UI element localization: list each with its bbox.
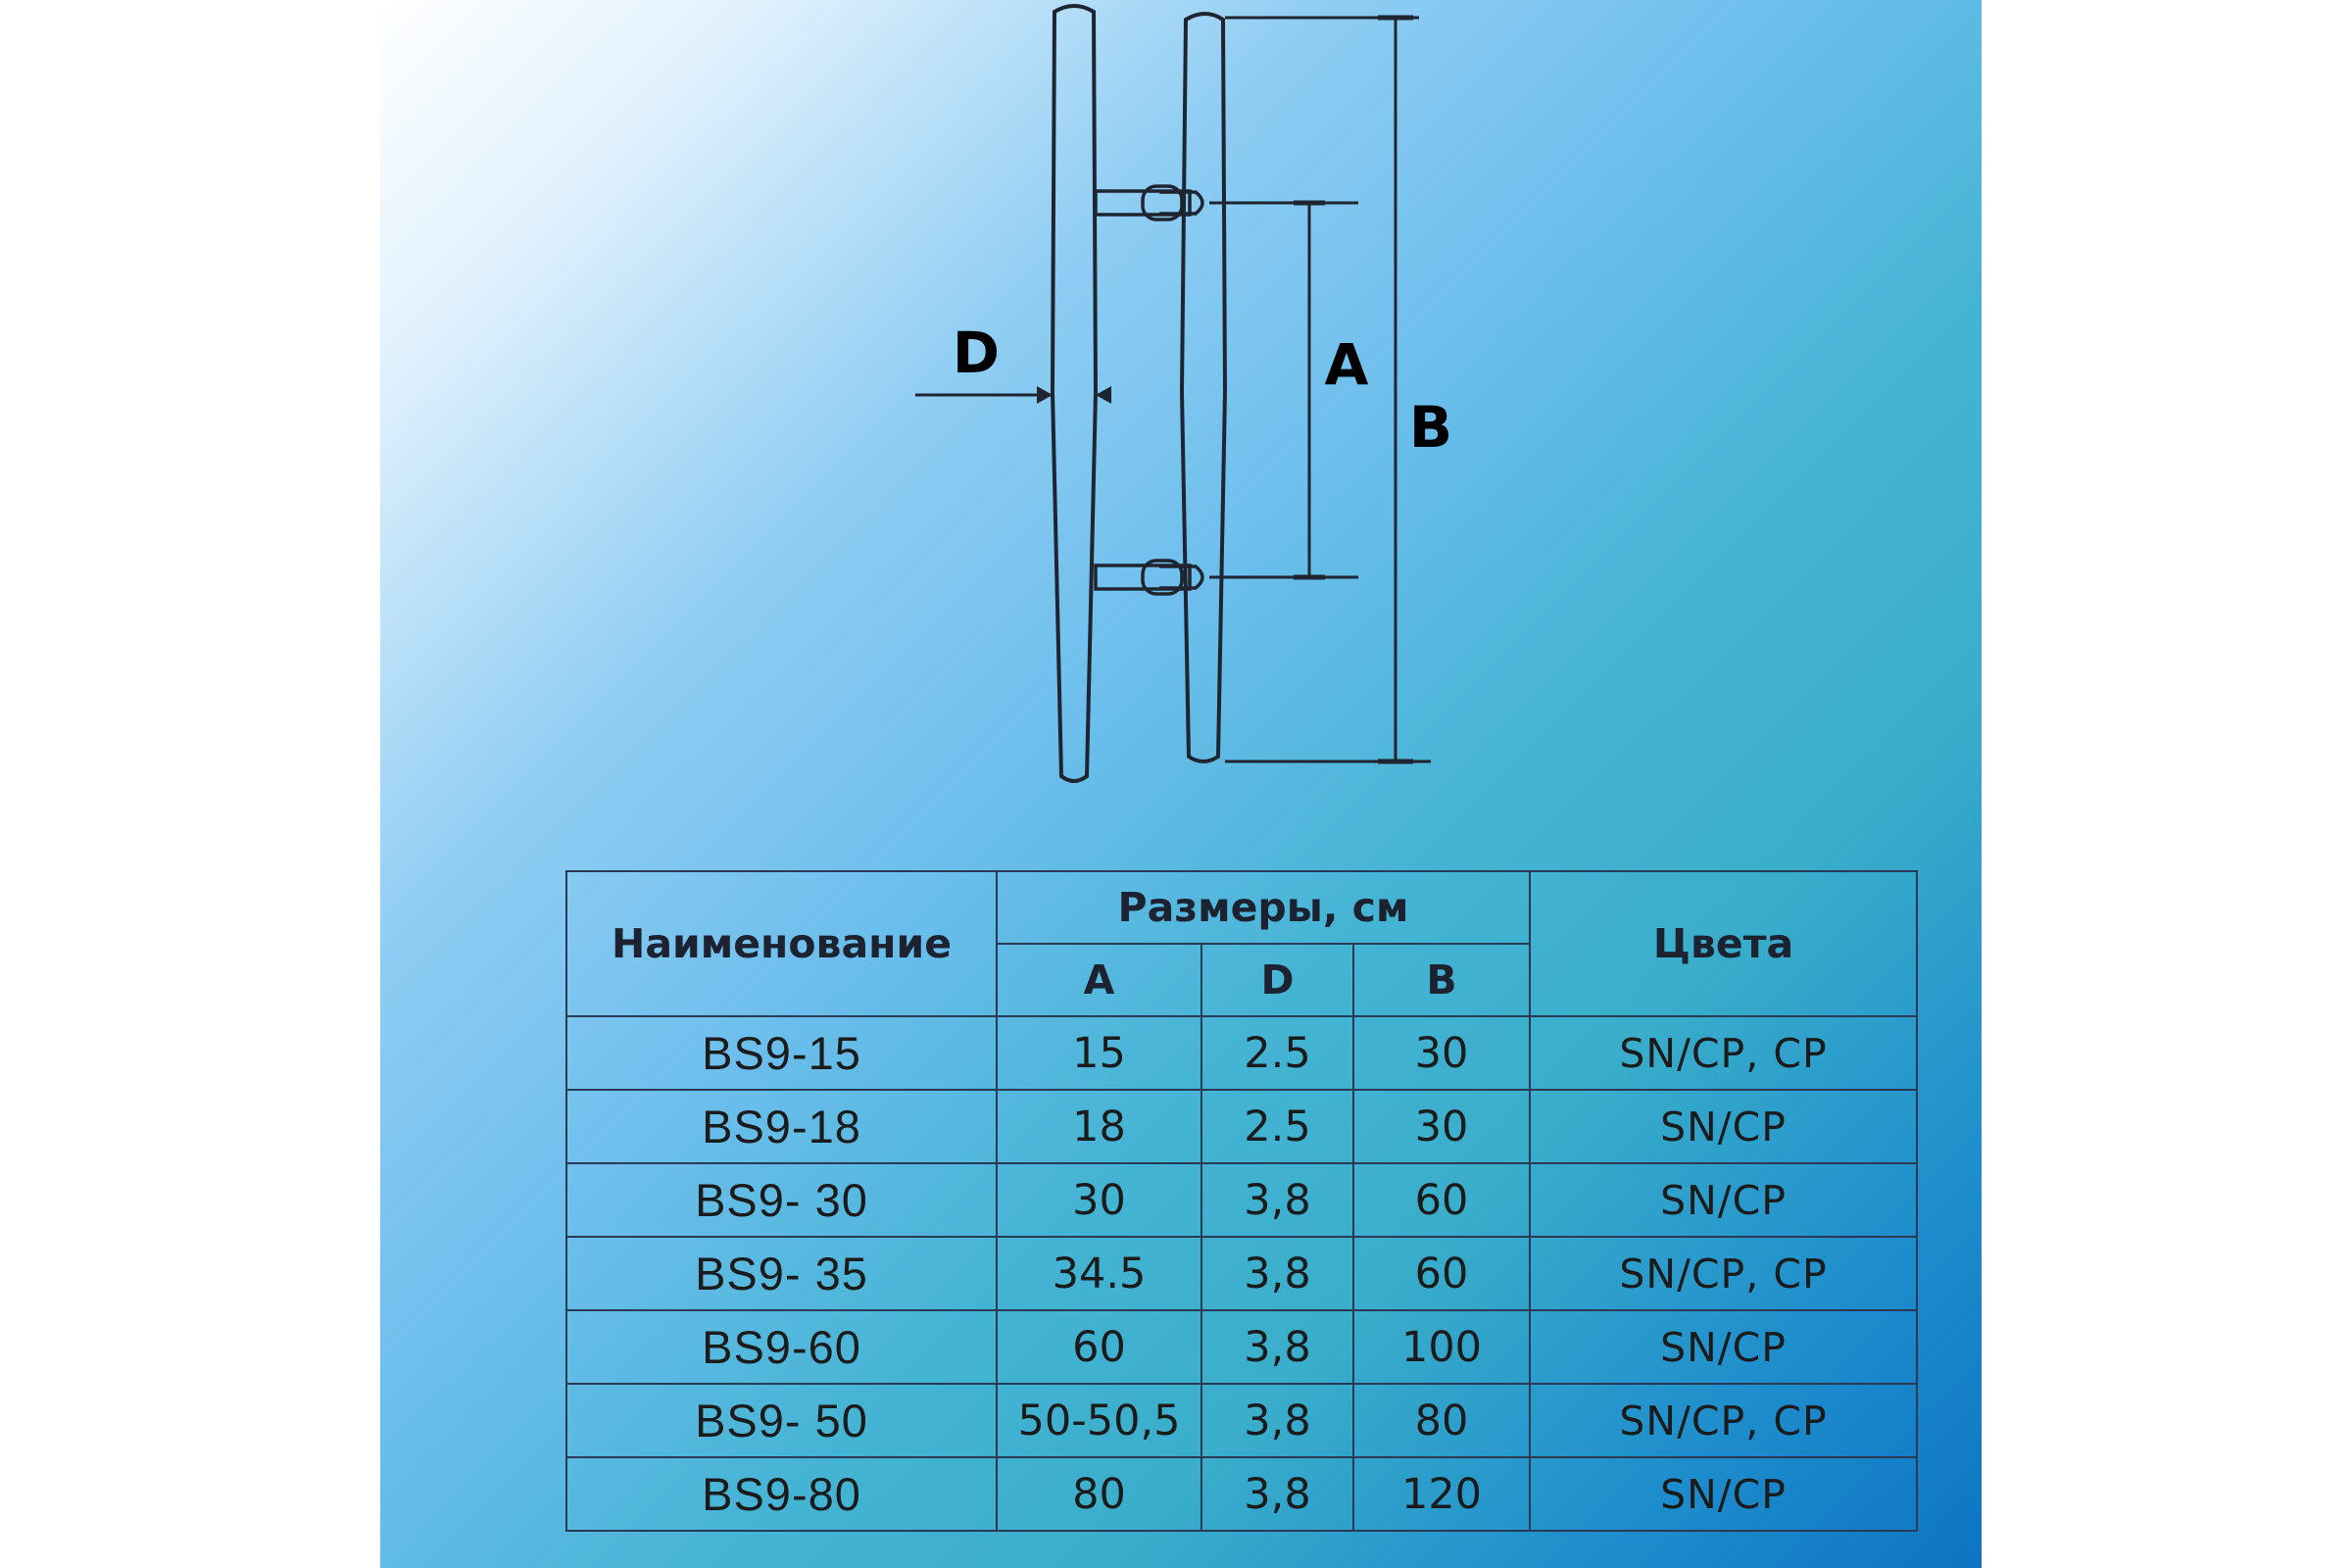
cell-d: 3,8 [1201,1237,1353,1310]
cell-name: BS9-60 [566,1310,997,1384]
cell-name: BS9- 50 [566,1384,997,1457]
cell-colors: SN/CP [1530,1163,1917,1237]
cell-d: 3,8 [1201,1384,1353,1457]
cell-colors: SN/CP [1530,1310,1917,1384]
cell-b: 30 [1353,1090,1530,1163]
table-row [566,1163,1917,1237]
cell-d: 3,8 [1201,1163,1353,1237]
header-d: D [1201,944,1353,1016]
table-row [566,1090,1917,1163]
cell-colors: SN/CP, CP [1530,1384,1917,1457]
cell-d: 2.5 [1201,1016,1353,1090]
cell-colors: SN/CP, CP [1530,1237,1917,1310]
label-b: B [1408,394,1453,461]
cell-d: 3,8 [1201,1457,1353,1531]
label-d: D [952,319,1001,386]
header-a: A [997,944,1201,1016]
specifications-table [565,870,1918,1532]
cell-colors: SN/CP [1530,1090,1917,1163]
header-b: B [1353,944,1530,1016]
cell-b: 120 [1353,1457,1530,1531]
cell-b: 100 [1353,1310,1530,1384]
background-panel [380,0,1982,1568]
cell-name: BS9-80 [566,1457,997,1531]
cell-name: BS9- 35 [566,1237,997,1310]
cell-name: BS9-15 [566,1016,997,1090]
handle-bar-right [1182,14,1225,761]
cell-d: 2.5 [1201,1090,1353,1163]
header-sizes: Размеры, см [997,871,1530,944]
cell-a: 60 [997,1310,1201,1384]
handle-drawing [380,0,1982,843]
header-colors: Цвета [1530,871,1917,1016]
cell-b: 30 [1353,1016,1530,1090]
cell-colors: SN/CP, CP [1530,1016,1917,1090]
cell-d: 3,8 [1201,1310,1353,1384]
table-row [566,1016,1917,1090]
cell-b: 60 [1353,1237,1530,1310]
standoff-upper [1096,186,1202,220]
table-row [566,1237,1917,1310]
header-name: Наименование [566,871,997,1016]
cell-name: BS9-18 [566,1090,997,1163]
cell-a: 15 [997,1016,1201,1090]
cell-a: 30 [997,1163,1201,1237]
cell-a: 50-50,5 [997,1384,1201,1457]
cell-b: 80 [1353,1384,1530,1457]
dimension-d [915,386,1111,404]
cell-a: 34.5 [997,1237,1201,1310]
table-row [566,1310,1917,1384]
cell-a: 80 [997,1457,1201,1531]
handle-bar-left [1053,6,1096,781]
cell-name: BS9- 30 [566,1163,997,1237]
cell-a: 18 [997,1090,1201,1163]
label-a: A [1324,331,1369,398]
table-row [566,1384,1917,1457]
cell-b: 60 [1353,1163,1530,1237]
cell-colors: SN/CP [1530,1457,1917,1531]
table-row [566,1457,1917,1531]
